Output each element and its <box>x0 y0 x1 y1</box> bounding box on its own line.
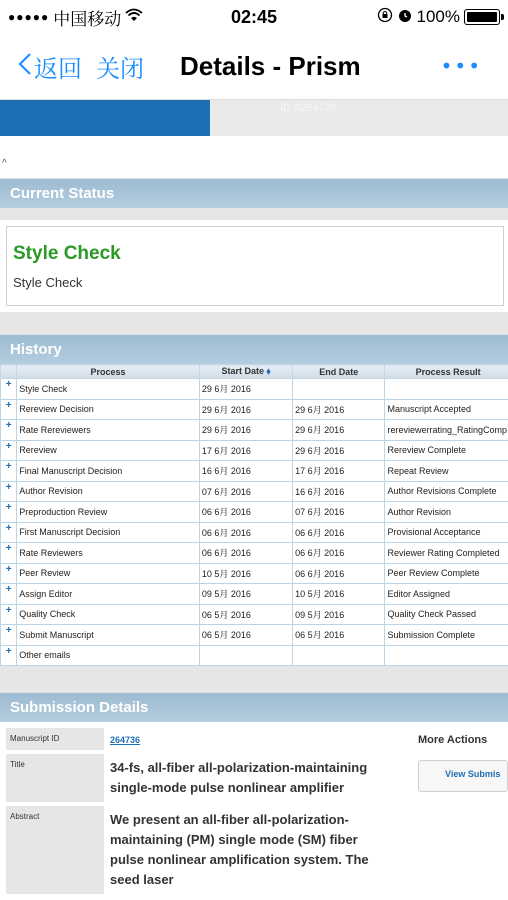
history-cell-end-date: 09 5月 2016 <box>293 604 385 625</box>
wifi-icon <box>125 7 143 27</box>
back-label: 返回 <box>34 55 82 83</box>
abstract-label: Abstract <box>6 806 104 894</box>
history-cell-end-date: 06 5月 2016 <box>293 625 385 646</box>
history-cell-start-date: 06 5月 2016 <box>199 625 292 646</box>
manuscript-id-row <box>6 728 398 750</box>
history-cell-process: Style Check <box>17 379 200 400</box>
history-cell-result <box>385 379 508 400</box>
history-row[interactable] <box>1 625 508 646</box>
history-cell-end-date: 06 6月 2016 <box>293 563 385 584</box>
page-title: Details - Prism <box>180 51 361 81</box>
section-divider <box>0 208 508 220</box>
expand-row-icon[interactable]: + <box>1 379 17 400</box>
history-row[interactable] <box>1 522 508 543</box>
history-cell-start-date: 29 6月 2016 <box>199 399 292 420</box>
navigation-bar <box>0 34 508 100</box>
history-table <box>0 364 508 666</box>
sort-icon: ⬧ <box>266 366 271 376</box>
history-cell-result: Editor Assigned <box>385 584 508 605</box>
history-cell-process: Rereview Decision <box>17 399 200 420</box>
history-cell-process: Preproduction Review <box>17 502 200 523</box>
view-submission-button[interactable]: View Submis <box>418 760 508 792</box>
column-header-end-date[interactable]: End Date <box>293 365 385 379</box>
submission-details-header: Submission Details <box>0 692 508 722</box>
expand-row-icon[interactable]: + <box>1 645 17 666</box>
history-cell-result <box>385 645 508 666</box>
history-cell-process: Submit Manuscript <box>17 625 200 646</box>
history-cell-end-date: 29 6月 2016 <box>293 420 385 441</box>
manuscript-id-link[interactable]: 264736 <box>110 735 141 745</box>
expand-row-icon[interactable]: + <box>1 543 17 564</box>
history-cell-result: Manuscript Accepted <box>385 399 508 420</box>
history-cell-start-date: 07 6月 2016 <box>199 481 292 502</box>
back-button[interactable] <box>18 49 82 84</box>
status-subtitle: Style Check <box>13 275 83 290</box>
history-cell-end-date: 16 6月 2016 <box>293 481 385 502</box>
manuscript-id-label: Manuscript ID <box>6 728 104 750</box>
history-row[interactable] <box>1 440 508 461</box>
submission-details <box>0 722 508 898</box>
history-row[interactable] <box>1 420 508 441</box>
section-divider <box>0 312 508 334</box>
history-cell-result: Repeat Review <box>385 461 508 482</box>
history-cell-result: Rereview Complete <box>385 440 508 461</box>
expand-column-header <box>1 365 17 379</box>
history-row[interactable] <box>1 604 508 625</box>
history-row[interactable] <box>1 543 508 564</box>
history-cell-end-date: 06 6月 2016 <box>293 543 385 564</box>
close-button[interactable]: 关闭 <box>96 49 144 84</box>
history-cell-result: Submission Complete <box>385 625 508 646</box>
expand-row-icon[interactable]: + <box>1 481 17 502</box>
history-cell-process: Other emails <box>17 645 200 666</box>
expand-row-icon[interactable]: + <box>1 399 17 420</box>
more-options-button[interactable]: ••• <box>440 54 482 78</box>
history-header: History <box>0 334 508 364</box>
history-cell-process: Rate Reviewers <box>17 543 200 564</box>
expand-row-icon[interactable]: + <box>1 461 17 482</box>
history-row[interactable] <box>1 563 508 584</box>
expand-row-icon[interactable]: + <box>1 563 17 584</box>
header-banner <box>0 100 508 136</box>
expand-row-icon[interactable]: + <box>1 522 17 543</box>
history-cell-result: Author Revision <box>385 502 508 523</box>
expand-row-icon[interactable]: + <box>1 584 17 605</box>
orientation-lock-icon <box>377 7 393 28</box>
clock: 02:45 <box>230 6 278 27</box>
expand-row-icon[interactable]: + <box>1 625 17 646</box>
history-table-container[interactable] <box>0 364 508 666</box>
history-cell-start-date: 17 6月 2016 <box>199 440 292 461</box>
history-cell-process: Rate Rereviewers <box>17 420 200 441</box>
chevron-left-icon <box>18 53 32 81</box>
history-cell-end-date: 06 6月 2016 <box>293 522 385 543</box>
history-cell-end-date: 17 6月 2016 <box>293 461 385 482</box>
status-title: Style Check <box>13 243 121 264</box>
history-cell-end-date: 07 6月 2016 <box>293 502 385 523</box>
column-header-start-date[interactable] <box>199 365 292 379</box>
history-row[interactable] <box>1 645 508 666</box>
history-header-row <box>1 365 508 379</box>
current-status-panel <box>6 226 504 306</box>
history-cell-start-date: 06 6月 2016 <box>199 522 292 543</box>
title-row <box>6 754 398 802</box>
battery-percent: 100% <box>416 7 460 26</box>
history-cell-result: rereviewerrating_RatingComp <box>385 420 508 441</box>
history-cell-result: Quality Check Passed <box>385 604 508 625</box>
section-divider <box>0 666 508 692</box>
column-header-process[interactable]: Process <box>17 365 200 379</box>
column-header-start-date-label: Start Date <box>221 366 264 376</box>
history-cell-process: First Manuscript Decision <box>17 522 200 543</box>
history-cell-end-date: 29 6月 2016 <box>293 440 385 461</box>
battery-icon <box>464 9 500 25</box>
history-cell-start-date <box>199 645 292 666</box>
history-cell-process: Quality Check <box>17 604 200 625</box>
brand-bar <box>0 100 210 136</box>
history-cell-start-date: 29 6月 2016 <box>199 379 292 400</box>
history-cell-process: Peer Review <box>17 563 200 584</box>
history-cell-start-date: 06 6月 2016 <box>199 502 292 523</box>
more-actions-title: More Actions <box>418 734 488 746</box>
expand-caret-icon[interactable]: ^ <box>2 158 7 169</box>
current-status-header: Current Status <box>0 178 508 208</box>
history-cell-end-date <box>293 379 385 400</box>
manuscript-title: 34-fs, all-fiber all-polarization-maintaining single-mode pulse nonlinear amplifier <box>110 760 368 795</box>
history-cell-result: Author Revisions Complete <box>385 481 508 502</box>
manuscript-abstract: We present an all-fiber all-polarization-maintaining (PM) single mode (SM) fiber pulse nonlinear amplification system. The seed laser <box>110 812 369 887</box>
history-cell-start-date: 29 6月 2016 <box>199 420 292 441</box>
expand-row-icon[interactable]: + <box>1 440 17 461</box>
history-cell-start-date: 09 5月 2016 <box>199 584 292 605</box>
status-bar <box>0 0 508 34</box>
history-cell-start-date: 10 5月 2016 <box>199 563 292 584</box>
history-row[interactable] <box>1 481 508 502</box>
signal-strength: ●●●●● <box>8 10 50 24</box>
history-cell-end-date: 10 5月 2016 <box>293 584 385 605</box>
expand-row-icon[interactable]: + <box>1 420 17 441</box>
history-row[interactable] <box>1 399 508 420</box>
history-cell-process: Assign Editor <box>17 584 200 605</box>
expand-row-icon[interactable]: + <box>1 502 17 523</box>
history-cell-result: Peer Review Complete <box>385 563 508 584</box>
history-cell-end-date: 29 6月 2016 <box>293 399 385 420</box>
history-cell-process: Final Manuscript Decision <box>17 461 200 482</box>
history-cell-process: Rereview <box>17 440 200 461</box>
manuscript-id-banner: ID #264736 <box>280 102 337 114</box>
history-cell-process: Author Revision <box>17 481 200 502</box>
column-header-process-result[interactable]: Process Result <box>385 365 508 379</box>
history-row[interactable] <box>1 584 508 605</box>
history-cell-start-date: 16 6月 2016 <box>199 461 292 482</box>
expand-row-icon[interactable]: + <box>1 604 17 625</box>
alarm-icon <box>397 7 413 28</box>
history-row[interactable] <box>1 461 508 482</box>
history-cell-result: Provisional Acceptance <box>385 522 508 543</box>
history-cell-start-date: 06 6月 2016 <box>199 543 292 564</box>
carrier-name: 中国移动 <box>53 9 122 29</box>
history-row[interactable] <box>1 502 508 523</box>
history-row[interactable] <box>1 379 508 400</box>
abstract-row <box>6 806 398 894</box>
history-cell-start-date: 06 5月 2016 <box>199 604 292 625</box>
history-cell-end-date <box>293 645 385 666</box>
title-label: Title <box>6 754 104 802</box>
history-cell-result: Reviewer Rating Completed <box>385 543 508 564</box>
